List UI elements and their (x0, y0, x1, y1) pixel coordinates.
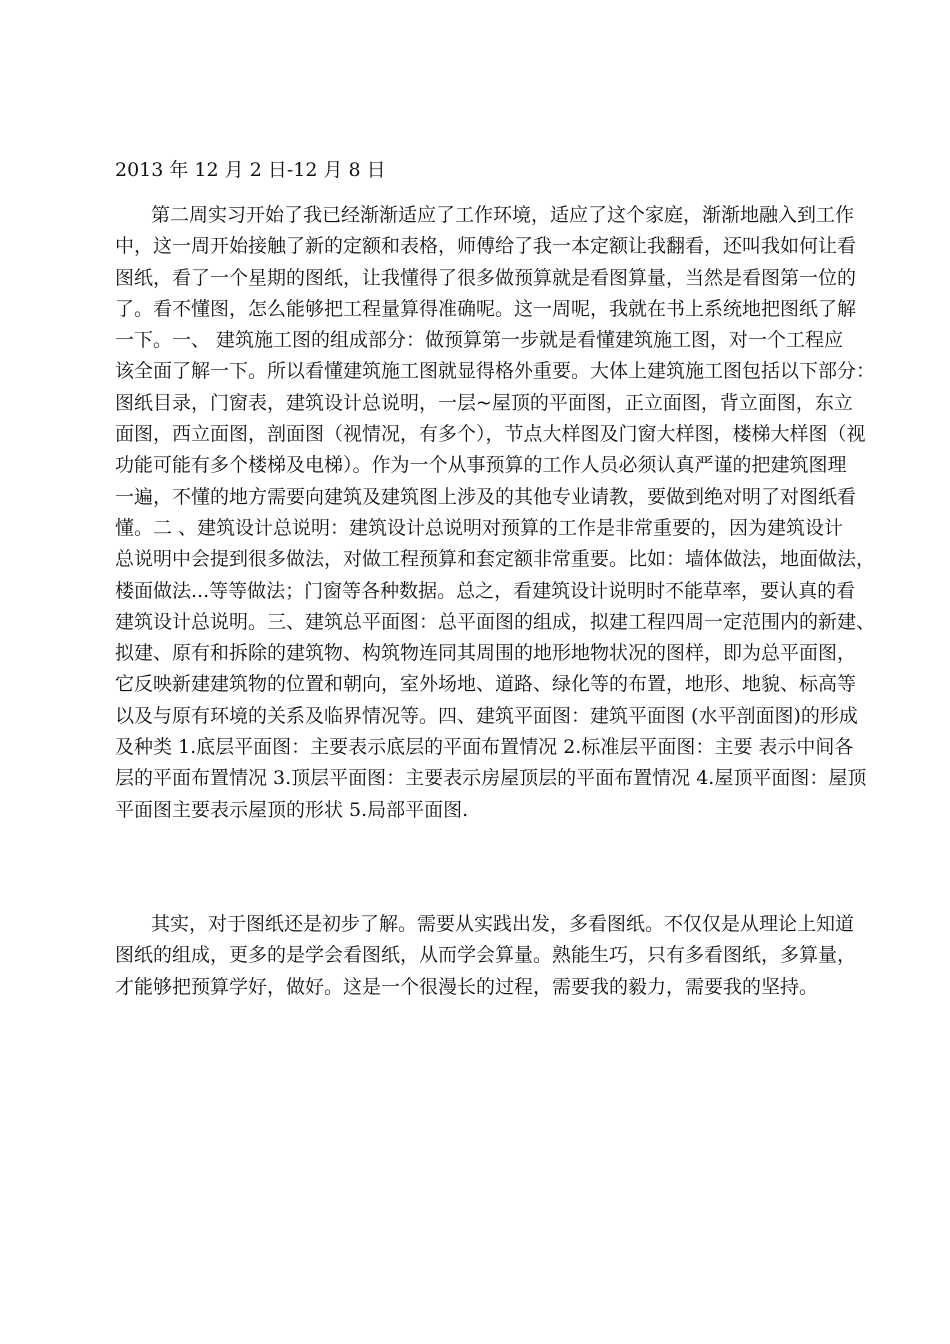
paragraph-line: 层的平面布置情况 3.顶层平面图：主要表示房屋顶层的平面布置情况 4.屋顶平面图：屋顶 (115, 767, 867, 790)
paragraph-line: 拟建、原有和拆除的建筑物、构筑物连同其周围的地形地物状况的图样，即为总平面图， (115, 642, 857, 665)
paragraph-conclusion (115, 909, 862, 1003)
paragraph-line: 才能够把预算学好，做好。这是一个很漫长的过程，需要我的毅力，需要我的坚持。 (115, 975, 819, 998)
paragraph-line: 一遍，不懂的地方需要向建筑及建筑图上涉及的其他专业请教，要做到绝对明了对图纸看 (115, 485, 857, 508)
date-heading: 2013 年 12 月 2 日-12 月 8 日 (115, 159, 386, 181)
paragraph-internship-week-two (115, 200, 876, 826)
paragraph-line: 懂。二 、建筑设计总说明：建筑设计总说明对预算的工作是非常重要的，因为建筑设计 (115, 516, 844, 539)
paragraph-line: 功能可能有多个楼梯及电梯）。作为一个从事预算的工作人员必须认真严谨的把建筑图理 (115, 454, 847, 477)
paragraph-line: 第二周实习开始了我已经渐渐适应了工作环境，适应了这个家庭，渐渐地融入到工作 (151, 204, 855, 226)
paragraph-line: 楼面做法...等等做法；门窗等各种数据。总之，看建筑设计说明时不能草率，要认真的看 (115, 579, 856, 602)
paragraph-line: 图纸目录，门窗表，建筑设计总说明，一层~屋顶的平面图，正立面图，背立面图，东立 (115, 391, 853, 414)
paragraph-line: 一下。一、 建筑施工图的组成部分：做预算第一步就是看懂建筑施工图，对一个工程应 (115, 329, 844, 352)
paragraph-line: 该全面了解一下。所以看懂建筑施工图就显得格外重要。大体上建筑施工图包括以下部分： (115, 360, 876, 383)
paragraph-line: 它反映新建建筑物的位置和朝向，室外场地、道路、绿化等的布置，地形、地貌、标高等 (115, 673, 857, 696)
paragraph-line: 平面图主要表示屋顶的形状 5.局部平面图. (115, 798, 469, 821)
paragraph-line: 及种类 1.底层平面图：主要表示底层的平面布置情况 2.标准层平面图：主要 表示中间各 (115, 736, 854, 759)
paragraph-line: 中，这一周开始接触了新的定额和表格，师傅给了我一本定额让我翻看，还叫我如何让看 (115, 235, 857, 258)
paragraph-line: 总说明中会提到很多做法，对做工程预算和套定额非常重要。比如：墙体做法，地面做法， (115, 548, 876, 571)
paragraph-line: 图纸的组成，更多的是学会看图纸，从而学会算量。熟能生巧，只有多看图纸，多算量， (115, 944, 857, 967)
paragraph-line: 面图，西立面图，剖面图（视情况，有多个），节点大样图及门窗大样图，楼梯大样图（视 (115, 423, 866, 446)
paragraph-line: 建筑设计总说明。三、建筑总平面图：总平面图的组成，拟建工程四周一定范围内的新建、 (115, 610, 876, 633)
paragraph-line: 其实，对于图纸还是初步了解。需要从实践出发，多看图纸。不仅仅是从理论上知道 (151, 913, 855, 935)
paragraph-line: 以及与原有环境的关系及临界情况等。四、建筑平面图：建筑平面图 (水平剖面图)的形成 (115, 704, 858, 727)
paragraph-line: 图纸，看了一个星期的图纸，让我懂得了很多做预算就是看图算量，当然是看图第一位的 (115, 266, 857, 289)
paragraph-line: 了。看不懂图，怎么能够把工程量算得准确呢。这一周呢，我就在书上系统地把图纸了解 (115, 297, 857, 320)
